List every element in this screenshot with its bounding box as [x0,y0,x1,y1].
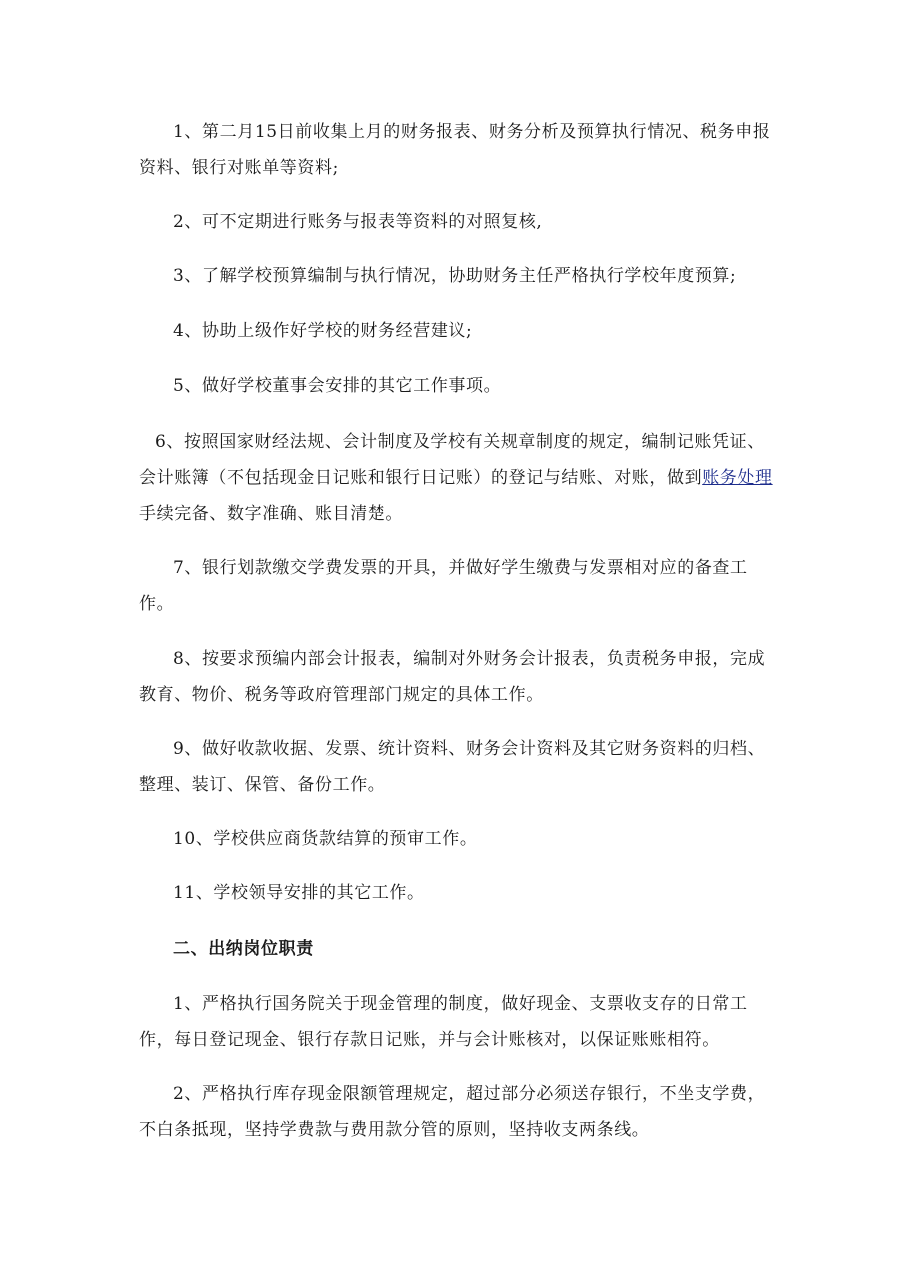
duty-item-6-text-before: 6、按照国家财经法规、会计制度及学校有关规章制度的规定，编制记账凭证、会计账簿（不包括现金日记账和银行日记账）的登记与结账、对账，做到 [139,432,765,488]
duty-item-10: 10、学校供应商货款结算的预审工作。 [173,829,478,849]
duty-item-1: 1、第二月15日前收集上月的财务报表、财务分析及预算执行情况、税务申报资料、银行对账单等资料; [139,122,771,178]
duty-item-4: 4、协助上级作好学校的财务经营建议; [173,321,473,341]
cashier-item-2: 2、严格执行库存现金限额管理规定，超过部分必须送存银行，不坐支学费，不白条抵现，坚持学费款与费用款分管的原则，坚持收支两条线。 [139,1084,766,1140]
accounting-processing-link[interactable]: 账务处理 [702,468,773,488]
duty-item-6-text-after: 手续完备、数字准确、账目清楚。 [139,504,403,524]
duty-item-6 [139,424,779,532]
duty-item-7: 7、银行划款缴交学费发票的开具，并做好学生缴费与发票相对应的备查工作。 [139,558,748,614]
duty-item-5: 5、做好学校董事会安排的其它工作事项。 [173,376,502,396]
duty-item-8: 8、按要求预编内部会计报表，编制对外财务会计报表，负责税务申报，完成教育、物价、税务等政府管理部门规定的具体工作。 [139,649,766,705]
cashier-item-1: 1、严格执行国务院关于现金管理的制度，做好现金、支票收支存的日常工作，每日登记现金、银行存款日记账，并与会计账核对，以保证账账相符。 [139,994,748,1050]
duty-item-3: 3、了解学校预算编制与执行情况，协助财务主任严格执行学校年度预算; [173,266,737,286]
section-heading-cashier: 二、出纳岗位职责 [173,939,314,959]
duty-item-11: 11、学校领导安排的其它工作。 [173,883,425,903]
duty-item-9: 9、做好收款收据、发票、统计资料、财务会计资料及其它财务资料的归档、整理、装订、保管、备份工作。 [139,739,766,795]
duty-item-2: 2、可不定期进行账务与报表等资料的对照复核, [173,212,543,232]
